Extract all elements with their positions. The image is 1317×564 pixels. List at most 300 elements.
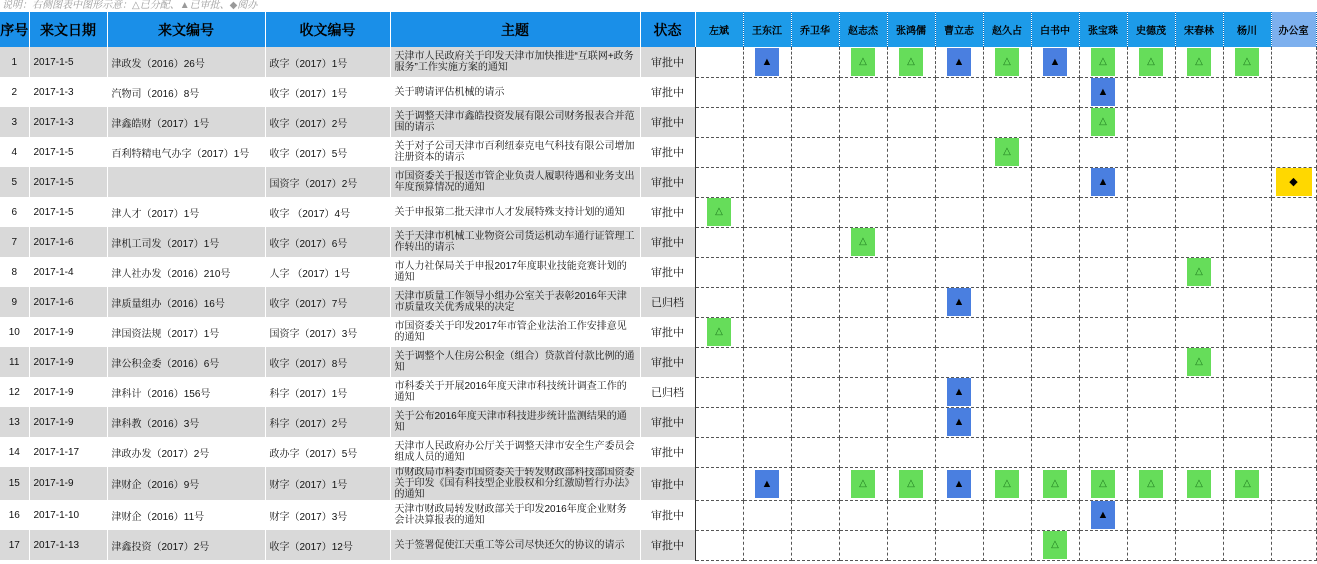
approval-cell[interactable]	[935, 77, 983, 107]
approval-cell[interactable]	[887, 167, 935, 197]
approval-cell[interactable]	[839, 287, 887, 317]
approval-cell[interactable]	[1079, 77, 1127, 107]
approval-cell[interactable]	[1175, 347, 1223, 377]
approval-cell[interactable]	[1127, 467, 1175, 500]
approval-cell[interactable]	[743, 77, 791, 107]
approval-cell[interactable]	[1175, 530, 1223, 560]
row-date: 2017-1-9	[29, 407, 107, 437]
approval-cell[interactable]	[695, 287, 743, 317]
approval-cell[interactable]	[743, 377, 791, 407]
approval-cell[interactable]	[1223, 137, 1271, 167]
approval-cell[interactable]	[1031, 377, 1079, 407]
approval-cell[interactable]	[887, 377, 935, 407]
approval-cell[interactable]	[1079, 227, 1127, 257]
approval-cell[interactable]	[1031, 287, 1079, 317]
header-incoming-number[interactable]: 来文编号	[107, 12, 265, 47]
approval-cell[interactable]	[1031, 407, 1079, 437]
approval-cell[interactable]	[935, 317, 983, 347]
approval-cell[interactable]	[1271, 47, 1316, 77]
approval-cell[interactable]	[1271, 347, 1316, 377]
approval-cell[interactable]	[791, 137, 839, 167]
approval-cell[interactable]	[791, 167, 839, 197]
approval-cell[interactable]	[1271, 137, 1316, 167]
approval-cell[interactable]	[1271, 167, 1316, 197]
row-subject[interactable]: 天津市人民政府关于印发天津市加快推进“互联网+政务服务”工作实施方案的通知	[390, 47, 640, 77]
approval-cell[interactable]	[695, 77, 743, 107]
approval-cell[interactable]	[1127, 77, 1175, 107]
assigned-marker-icon: △	[1139, 470, 1163, 498]
row-number: 10	[0, 317, 29, 347]
approval-cell[interactable]	[791, 467, 839, 500]
approval-cell[interactable]	[1223, 167, 1271, 197]
approval-cell[interactable]	[743, 317, 791, 347]
row-status: 已归档	[640, 287, 695, 317]
row-received-number: 国资字（2017）3号	[265, 317, 390, 347]
person-header[interactable]: 赵志杰	[839, 12, 887, 47]
approval-cell[interactable]	[1271, 77, 1316, 107]
approval-cell[interactable]	[1031, 107, 1079, 137]
approval-cell[interactable]	[1175, 257, 1223, 287]
approval-cell[interactable]	[935, 377, 983, 407]
person-header[interactable]: 王东江	[743, 12, 791, 47]
table-row[interactable]	[0, 167, 1316, 197]
approval-cell[interactable]	[1271, 500, 1316, 530]
approval-cell[interactable]	[839, 137, 887, 167]
approval-cell[interactable]	[791, 377, 839, 407]
row-subject[interactable]: 关于签署促使江天重工等公司尽快还欠的协议的请示	[390, 530, 640, 560]
approval-cell[interactable]	[1079, 47, 1127, 77]
approval-cell[interactable]	[1031, 530, 1079, 560]
approval-cell[interactable]	[983, 107, 1031, 137]
approval-cell[interactable]	[743, 437, 791, 467]
approval-cell[interactable]	[1223, 227, 1271, 257]
header-subject[interactable]: 主题	[390, 12, 640, 47]
approval-cell[interactable]	[983, 77, 1031, 107]
approval-cell[interactable]	[791, 530, 839, 560]
table-row[interactable]	[0, 47, 1316, 77]
row-subject[interactable]: 关于聘请评估机械的请示	[390, 77, 640, 107]
approval-cell[interactable]	[791, 77, 839, 107]
approval-cell[interactable]	[1223, 530, 1271, 560]
table-row[interactable]	[0, 407, 1316, 437]
approval-cell[interactable]	[1175, 287, 1223, 317]
approval-cell[interactable]	[1127, 437, 1175, 467]
approval-cell[interactable]	[983, 437, 1031, 467]
approval-cell[interactable]	[1223, 317, 1271, 347]
approval-cell[interactable]	[1175, 407, 1223, 437]
approval-cell[interactable]	[695, 137, 743, 167]
approval-cell[interactable]	[743, 137, 791, 167]
approval-cell[interactable]	[935, 167, 983, 197]
approval-cell[interactable]	[1031, 257, 1079, 287]
approval-cell[interactable]	[1271, 467, 1316, 500]
row-subject[interactable]: 关于天津市机械工业物资公司货运机动车通行证管理工作转出的请示	[390, 227, 640, 257]
approval-cell[interactable]	[839, 227, 887, 257]
person-header[interactable]: 左斌	[695, 12, 743, 47]
approval-cell[interactable]	[1079, 467, 1127, 500]
approval-cell[interactable]	[935, 107, 983, 137]
row-subject[interactable]: 天津市财政局转发财政部关于印发2016年度企业财务会计决算报表的通知	[390, 500, 640, 530]
approval-cell[interactable]	[935, 500, 983, 530]
approval-cell[interactable]	[887, 197, 935, 227]
approval-cell[interactable]	[791, 407, 839, 437]
assigned-marker-icon: △	[1235, 48, 1259, 76]
approval-cell[interactable]	[791, 347, 839, 377]
person-header[interactable]: 张宝珠	[1079, 12, 1127, 47]
approval-cell[interactable]	[887, 257, 935, 287]
approval-cell[interactable]	[1079, 137, 1127, 167]
approval-cell[interactable]	[983, 377, 1031, 407]
row-subject[interactable]: 市人力社保局关于申报2017年度职业技能竞赛计划的通知	[390, 257, 640, 287]
approval-cell[interactable]	[695, 107, 743, 137]
approval-cell[interactable]	[1223, 197, 1271, 227]
person-header[interactable]: 赵久占	[983, 12, 1031, 47]
header-no[interactable]: 序号	[0, 12, 29, 47]
approval-cell[interactable]	[743, 347, 791, 377]
approval-cell[interactable]	[1079, 287, 1127, 317]
row-number: 2	[0, 77, 29, 107]
table-row[interactable]	[0, 377, 1316, 407]
header-received-number[interactable]: 收文编号	[265, 12, 390, 47]
approval-cell[interactable]	[983, 257, 1031, 287]
approval-cell[interactable]	[1031, 317, 1079, 347]
approval-cell[interactable]	[935, 257, 983, 287]
approval-cell[interactable]	[1079, 437, 1127, 467]
approval-cell[interactable]	[695, 317, 743, 347]
approval-cell[interactable]	[839, 347, 887, 377]
approval-cell[interactable]	[791, 47, 839, 77]
approval-cell[interactable]	[935, 227, 983, 257]
approval-cell[interactable]	[1079, 317, 1127, 347]
approval-cell[interactable]	[839, 377, 887, 407]
approval-cell[interactable]	[1079, 347, 1127, 377]
approval-cell[interactable]	[1031, 77, 1079, 107]
approval-cell[interactable]	[1271, 287, 1316, 317]
approval-cell[interactable]	[791, 317, 839, 347]
approval-cell[interactable]	[1079, 500, 1127, 530]
table-row[interactable]	[0, 227, 1316, 257]
approval-cell[interactable]	[1127, 137, 1175, 167]
row-date: 2017-1-5	[29, 197, 107, 227]
approval-cell[interactable]	[1031, 500, 1079, 530]
approval-cell[interactable]	[1271, 530, 1316, 560]
person-header[interactable]: 宋春林	[1175, 12, 1223, 47]
approval-cell[interactable]	[1223, 500, 1271, 530]
approval-cell[interactable]	[1031, 47, 1079, 77]
approval-cell[interactable]	[839, 47, 887, 77]
row-subject[interactable]: 市科委关于开展2016年度天津市科技统计调查工作的通知	[390, 377, 640, 407]
approval-cell[interactable]	[791, 197, 839, 227]
approval-cell[interactable]	[935, 530, 983, 560]
approval-cell[interactable]	[695, 500, 743, 530]
table-row[interactable]	[0, 197, 1316, 227]
row-subject[interactable]: 天津市人民政府办公厅关于调整天津市安全生产委员会组成人员的通知	[390, 437, 640, 467]
approval-cell[interactable]	[791, 287, 839, 317]
approval-cell[interactable]	[791, 257, 839, 287]
approval-cell[interactable]	[1175, 77, 1223, 107]
approval-cell[interactable]	[791, 500, 839, 530]
table-row[interactable]	[0, 77, 1316, 107]
approval-cell[interactable]	[1223, 257, 1271, 287]
approval-cell[interactable]	[1271, 227, 1316, 257]
approval-cell[interactable]	[935, 347, 983, 377]
approval-cell[interactable]	[695, 530, 743, 560]
approval-cell[interactable]	[695, 167, 743, 197]
approval-cell[interactable]	[983, 227, 1031, 257]
person-header[interactable]: 乔卫华	[791, 12, 839, 47]
header-date[interactable]: 来文日期	[29, 12, 107, 47]
approval-cell[interactable]	[1127, 317, 1175, 347]
approval-cell[interactable]	[1127, 47, 1175, 77]
approval-cell[interactable]	[695, 347, 743, 377]
table-row[interactable]	[0, 257, 1316, 287]
approval-cell[interactable]	[839, 167, 887, 197]
approval-cell[interactable]	[695, 437, 743, 467]
approval-cell[interactable]	[839, 500, 887, 530]
approval-cell[interactable]	[887, 227, 935, 257]
table-row[interactable]	[0, 347, 1316, 377]
approval-cell[interactable]	[1127, 167, 1175, 197]
row-subject[interactable]: 关于对子公司天津市百利纽泰克电气科技有限公司增加注册资本的请示	[390, 137, 640, 167]
row-incoming-number: 津科教（2016）3号	[107, 407, 265, 437]
approval-cell[interactable]	[887, 407, 935, 437]
approval-cell[interactable]	[1175, 197, 1223, 227]
person-header[interactable]: 白书中	[1031, 12, 1079, 47]
approval-cell[interactable]	[887, 137, 935, 167]
approval-cell[interactable]	[983, 167, 1031, 197]
approval-cell[interactable]	[1031, 347, 1079, 377]
approval-cell[interactable]	[1223, 347, 1271, 377]
approval-cell[interactable]	[839, 257, 887, 287]
row-number: 12	[0, 377, 29, 407]
approval-cell[interactable]	[935, 437, 983, 467]
approval-cell[interactable]	[935, 407, 983, 437]
approval-cell[interactable]	[1271, 437, 1316, 467]
approval-cell[interactable]	[1127, 257, 1175, 287]
approval-cell[interactable]	[1175, 167, 1223, 197]
approval-cell[interactable]	[791, 107, 839, 137]
approval-cell[interactable]	[695, 47, 743, 77]
row-date: 2017-1-4	[29, 257, 107, 287]
approval-cell[interactable]	[887, 287, 935, 317]
row-incoming-number: 津质量组办（2016）16号	[107, 287, 265, 317]
approval-cell[interactable]	[887, 437, 935, 467]
approval-cell[interactable]	[1127, 377, 1175, 407]
approval-cell[interactable]	[839, 437, 887, 467]
approval-cell[interactable]	[743, 227, 791, 257]
table-row[interactable]	[0, 530, 1316, 560]
approval-cell[interactable]	[743, 500, 791, 530]
approval-cell[interactable]	[983, 407, 1031, 437]
approval-cell[interactable]	[1175, 107, 1223, 137]
approval-cell[interactable]	[1031, 197, 1079, 227]
approval-cell[interactable]	[983, 530, 1031, 560]
approval-cell[interactable]	[1175, 437, 1223, 467]
person-header[interactable]: 曹立志	[935, 12, 983, 47]
approval-cell[interactable]	[695, 227, 743, 257]
approval-cell[interactable]	[1031, 227, 1079, 257]
approval-cell[interactable]	[1271, 407, 1316, 437]
approval-cell[interactable]	[743, 197, 791, 227]
row-subject[interactable]: 关于申报第二批天津市人才发展特殊支持计划的通知	[390, 197, 640, 227]
approval-cell[interactable]	[935, 287, 983, 317]
approval-cell[interactable]	[743, 467, 791, 500]
row-subject[interactable]: 关于调整天津市鑫皓投资发展有限公司财务报表合并范围的请示	[390, 107, 640, 137]
approval-cell[interactable]	[983, 197, 1031, 227]
approval-cell[interactable]	[695, 407, 743, 437]
row-status: 审批中	[640, 317, 695, 347]
approval-cell[interactable]	[1031, 467, 1079, 500]
approval-cell[interactable]	[839, 197, 887, 227]
approval-cell[interactable]	[1031, 437, 1079, 467]
approval-cell[interactable]	[1271, 197, 1316, 227]
approval-cell[interactable]	[743, 287, 791, 317]
approval-cell[interactable]	[1079, 197, 1127, 227]
approval-cell[interactable]	[983, 287, 1031, 317]
row-received-number: 财字（2017）3号	[265, 500, 390, 530]
approval-cell[interactable]	[887, 347, 935, 377]
approval-cell[interactable]	[887, 77, 935, 107]
row-subject[interactable]: 市国资委关于印发2017年市管企业法治工作安排意见的通知	[390, 317, 640, 347]
row-received-number: 科字（2017）2号	[265, 407, 390, 437]
approval-cell[interactable]	[887, 47, 935, 77]
person-header[interactable]: 办公室	[1271, 12, 1316, 47]
approval-cell[interactable]	[839, 467, 887, 500]
approval-cell[interactable]	[887, 107, 935, 137]
approval-cell[interactable]	[695, 467, 743, 500]
approval-cell[interactable]	[983, 467, 1031, 500]
approval-cell[interactable]	[1223, 437, 1271, 467]
approval-cell[interactable]	[1127, 227, 1175, 257]
approval-cell[interactable]	[743, 407, 791, 437]
approval-cell[interactable]	[935, 137, 983, 167]
approval-cell[interactable]	[1079, 107, 1127, 137]
approval-cell[interactable]	[1223, 77, 1271, 107]
table-row[interactable]	[0, 287, 1316, 317]
approval-cell[interactable]	[887, 317, 935, 347]
approval-cell[interactable]	[1079, 530, 1127, 560]
approval-cell[interactable]	[935, 197, 983, 227]
table-row[interactable]	[0, 317, 1316, 347]
approval-cell[interactable]	[839, 407, 887, 437]
approval-cell[interactable]	[695, 257, 743, 287]
approval-cell[interactable]	[1223, 47, 1271, 77]
approval-cell[interactable]	[1127, 500, 1175, 530]
approval-cell[interactable]	[983, 317, 1031, 347]
approval-cell[interactable]	[743, 530, 791, 560]
approval-cell[interactable]	[1271, 317, 1316, 347]
row-incoming-number: 津人才（2017）1号	[107, 197, 265, 227]
approval-cell[interactable]	[1079, 377, 1127, 407]
approval-cell[interactable]	[743, 257, 791, 287]
row-number: 4	[0, 137, 29, 167]
approval-cell[interactable]	[1223, 107, 1271, 137]
approval-cell[interactable]	[935, 467, 983, 500]
approval-cell[interactable]	[1127, 197, 1175, 227]
approval-cell[interactable]	[1223, 377, 1271, 407]
approval-cell[interactable]	[1127, 530, 1175, 560]
approval-cell[interactable]	[791, 227, 839, 257]
table-row[interactable]	[0, 107, 1316, 137]
approval-cell[interactable]	[743, 167, 791, 197]
header-row	[0, 12, 1316, 47]
approval-cell[interactable]	[887, 467, 935, 500]
row-subject[interactable]: 关于公布2016年度天津市科技进步统计监测结果的通知	[390, 407, 640, 437]
row-status: 审批中	[640, 467, 695, 500]
assigned-marker-icon: △	[1235, 470, 1259, 498]
person-header[interactable]: 史德茂	[1127, 12, 1175, 47]
approval-cell[interactable]	[1031, 167, 1079, 197]
approval-cell[interactable]	[1079, 407, 1127, 437]
person-header[interactable]: 杨川	[1223, 12, 1271, 47]
assigned-marker-icon: △	[1043, 531, 1067, 559]
table-row[interactable]	[0, 137, 1316, 167]
approval-cell[interactable]	[1271, 107, 1316, 137]
approval-cell[interactable]	[935, 47, 983, 77]
approval-cell[interactable]	[743, 107, 791, 137]
approval-cell[interactable]	[1127, 287, 1175, 317]
approval-cell[interactable]	[743, 47, 791, 77]
approval-cell[interactable]	[839, 107, 887, 137]
approval-cell[interactable]	[1079, 257, 1127, 287]
approval-cell[interactable]	[1079, 167, 1127, 197]
row-subject[interactable]: 市财政局市科委市国资委关于转发财政部科技部国资委关于印发《国有科技型企业股权和分红激励暂行办法》的通知	[390, 467, 640, 500]
approval-cell[interactable]	[1127, 407, 1175, 437]
approval-cell[interactable]	[1223, 467, 1271, 500]
row-status: 已归档	[640, 377, 695, 407]
approval-cell[interactable]	[695, 197, 743, 227]
approval-cell[interactable]	[887, 500, 935, 530]
approval-cell[interactable]	[983, 347, 1031, 377]
approval-cell[interactable]	[1175, 227, 1223, 257]
approval-cell[interactable]	[1127, 347, 1175, 377]
approval-cell[interactable]	[983, 500, 1031, 530]
approval-cell[interactable]	[1127, 107, 1175, 137]
approval-cell[interactable]	[983, 47, 1031, 77]
approval-cell[interactable]	[1031, 137, 1079, 167]
row-date: 2017-1-10	[29, 500, 107, 530]
approval-cell[interactable]	[695, 377, 743, 407]
row-subject[interactable]: 市国资委关于报送市管企业负责人履职待遇和业务支出年度预算情况的通知	[390, 167, 640, 197]
table-row[interactable]	[0, 467, 1316, 500]
approval-cell[interactable]	[1175, 467, 1223, 500]
approval-cell[interactable]	[1271, 377, 1316, 407]
approval-cell[interactable]	[1175, 377, 1223, 407]
approval-cell[interactable]	[839, 317, 887, 347]
row-status: 审批中	[640, 500, 695, 530]
approval-cell[interactable]	[839, 77, 887, 107]
table-row[interactable]	[0, 437, 1316, 467]
approval-cell[interactable]	[1175, 317, 1223, 347]
approval-cell[interactable]	[839, 530, 887, 560]
approval-cell[interactable]	[1175, 137, 1223, 167]
approval-cell[interactable]	[1223, 407, 1271, 437]
approval-cell[interactable]	[1271, 257, 1316, 287]
approval-cell[interactable]	[1175, 47, 1223, 77]
approval-cell[interactable]	[887, 530, 935, 560]
table-row[interactable]	[0, 500, 1316, 530]
row-incoming-number: 百利特精电气办字（2017）1号	[107, 137, 265, 167]
approval-cell[interactable]	[1175, 500, 1223, 530]
header-status[interactable]: 状态	[640, 12, 695, 47]
approval-cell[interactable]	[983, 137, 1031, 167]
row-subject[interactable]: 天津市质量工作领导小组办公室关于表彰2016年天津市质量攻关优秀成果的决定	[390, 287, 640, 317]
row-received-number: 收字（2017）12号	[265, 530, 390, 560]
row-subject[interactable]: 关于调整个人住房公积金（组合）贷款首付款比例的通知	[390, 347, 640, 377]
approval-cell[interactable]	[791, 437, 839, 467]
approval-cell[interactable]	[1223, 287, 1271, 317]
person-header[interactable]: 张鸿儒	[887, 12, 935, 47]
